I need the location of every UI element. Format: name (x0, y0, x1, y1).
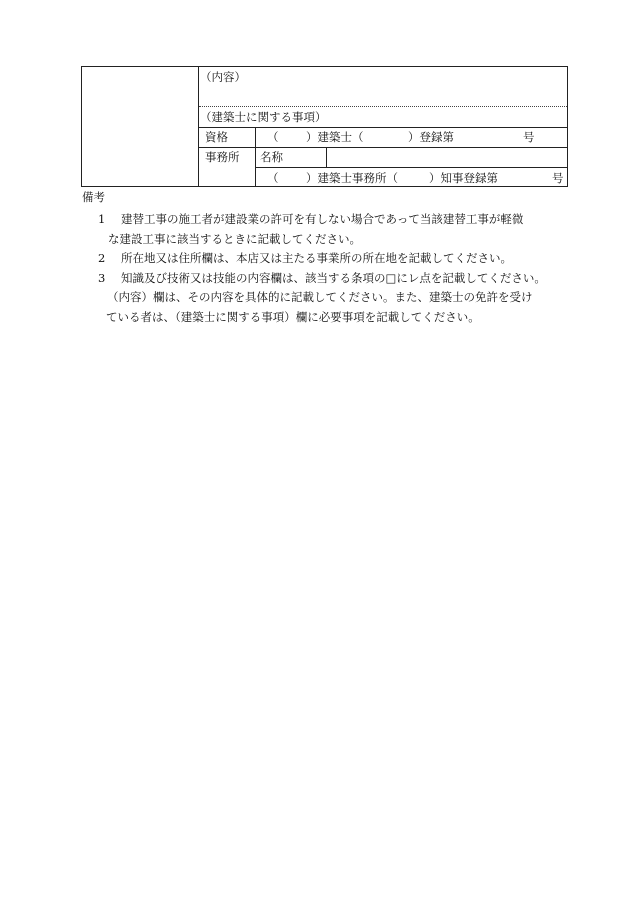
label-column-divider (255, 127, 256, 186)
qualification-label: 資格 (205, 130, 228, 144)
architect-section-label: （建築士に関する事項） (200, 110, 327, 124)
office-governor-registration[interactable]: ）知事登録第 (429, 171, 498, 185)
content-dotted-divider (199, 106, 567, 107)
office-name-label: 名称 (260, 150, 283, 164)
qualification-architect-type[interactable]: ）建築士（ (306, 130, 364, 144)
qualification-top-line (198, 127, 567, 128)
content-label: （内容） (200, 70, 246, 84)
office-top-line (198, 147, 567, 148)
note-1-text: 建替工事の施工者が建設業の許可を有しない場合であって当該建替工事が軽微 (121, 212, 524, 226)
qualification-registration[interactable]: ）登録第 (408, 130, 454, 144)
name-column-divider (326, 147, 327, 167)
office-label: 事務所 (205, 150, 240, 164)
note-2-number: 2 (98, 251, 106, 265)
office-open-paren[interactable]: （ (267, 171, 279, 185)
note-1-text-cont: な建設工事に該当するときに記載してください。 (108, 232, 361, 246)
qualification-open-paren[interactable]: （ (267, 130, 279, 144)
qualification-number-suffix: 号 (523, 130, 535, 144)
office-number-suffix: 号 (552, 171, 564, 185)
note-3-text-cont1: （内容）欄は、その内容を具体的に記載してください。また、建築士の免許を受け (107, 290, 533, 304)
notes-heading: 備考 (82, 190, 105, 204)
note-2-text: 所在地又は住所欄は、本店又は主たる事業所の所在地を記載してください。 (121, 251, 512, 265)
note-1-number: 1 (98, 212, 106, 226)
office-name-bottom-line (255, 167, 567, 168)
note-3-text: 知識及び技術又は技能の内容欄は、該当する条項の□にレ点を記載してください。 (121, 271, 546, 285)
note-3-number: 3 (98, 271, 106, 285)
note-3-text-cont2: ている者は、（建築士に関する事項）欄に必要事項を記載してください。 (106, 310, 480, 324)
architect-info-table (81, 66, 568, 187)
office-type[interactable]: ）建築士事務所（ (306, 171, 398, 185)
